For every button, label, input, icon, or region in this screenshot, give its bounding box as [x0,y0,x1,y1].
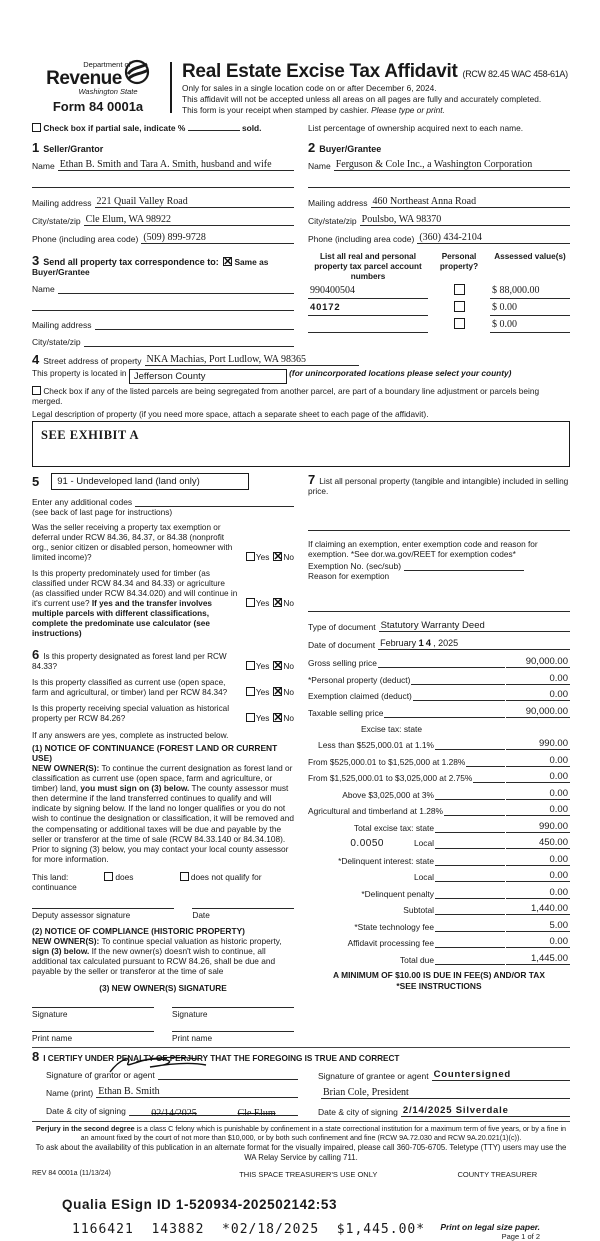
personal-property-checkbox[interactable] [454,318,465,329]
section-2-number: 2 [308,140,316,156]
correspondence-name2-input[interactable] [32,298,294,311]
affidavit-processing-fee-value[interactable]: 0.00 [506,936,570,948]
owner-printname-row [32,1031,294,1043]
state-technology-fee-value[interactable]: 5.00 [506,920,570,932]
buyer-phone-input[interactable]: (360) 434-2104 [417,232,570,244]
correspondence-mailing-input[interactable] [95,319,294,330]
segregated-checkbox[interactable] [32,386,41,395]
section-4-number: 4 [32,352,40,368]
parcel-number-input[interactable]: 40172 [308,297,428,316]
section-7-label: List all personal property (tangible and intangible) included in selling price. [308,475,569,496]
buyer-city-input[interactable]: Poulsbo, WA 98370 [360,214,570,226]
section-5-number: 5 [32,473,40,489]
buyer-mailing-input[interactable]: 460 Northeast Anna Road [371,196,570,208]
tier1-tax-value[interactable]: 990.00 [506,738,570,750]
parcel-number-input[interactable]: 990400504 [308,280,428,299]
buyer-name-input[interactable]: Ferguson & Cole Inc., a Washington Corporation [334,159,570,171]
reason-exemption-input[interactable] [308,599,570,612]
header-divider [170,62,172,113]
ownership-note: List percentage of ownership acquired next to each name. [308,123,524,134]
form-title: Real Estate Excise Tax Affidavit (RCW 82.45 WAC 458-61A) [182,61,568,82]
tier3-tax-value[interactable]: 0.00 [506,771,570,783]
certify-statement: I CERTIFY UNDER PENALTY OF PERJURY THAT THE FOREGOING IS TRUE AND CORRECT [43,1053,400,1063]
segregated-row: Check box if any of the listed parcels are being segregated from another parcel, are part of a boundary line adjustment or parcels being merged. [32,386,540,407]
personal-property-checkbox[interactable] [454,284,465,295]
grantor-date-city-input[interactable]: 02/14/2025 Cle Elum [129,1104,298,1116]
land-qualify-row: This land: does does not qualify for [32,871,262,882]
assessed-value-input[interactable]: $ 0.00 [490,314,570,333]
section-3-title: Send all property tax correspondence to: [43,257,219,268]
seller-mailing-input[interactable]: 221 Quail Valley Road [95,196,294,208]
new-owner-signature-title: (3) NEW OWNER(S) SIGNATURE [99,982,227,993]
certification-section: 8 I CERTIFY UNDER PENALTY OF PERJURY THAT THE FOREGOING IS TRUE AND CORRECT Signature of grantor or agent Name (print) Ethan B. Smith Date & city of signing 02/14/2025 Cle Elum Signature of grantee or agent Countersigned Brian Cole, President Date & city of signing 2/14/2025 Silverdale [32,1047,570,1117]
deputy-assessor-signature-line[interactable]: Deputy assessor signature [32,908,174,920]
assessed-value-input[interactable]: $ 0.00 [490,297,570,316]
seller-phone-input[interactable]: (509) 899-9728 [141,232,294,244]
doc-date-input[interactable]: February 14, 2025 [378,638,570,650]
correspondence-city-input[interactable] [84,336,294,347]
delinquent-penalty-value[interactable]: 0.00 [506,887,570,899]
historic-yes-checkbox[interactable] [246,713,255,722]
personal-property-deduct-value[interactable]: 0.00 [506,673,570,685]
header-note-3: This form is your receipt when stamped by cashier. Please type or print. [182,104,445,115]
dor-swirl-icon [124,59,150,90]
parcel-number-input[interactable] [308,332,428,333]
notice-continuance-title: (1) NOTICE OF CONTINUANCE (FOREST LAND OR CURRENT USE) [32,742,278,763]
historic-property-question: Is this property receiving special valuation as historical property per RCW 84.26? Yes ✕ No [32,704,294,724]
assessed-value-input[interactable]: $ 88,000.00 [490,280,570,299]
alt-format-notice: To ask about the availability of this publication in an alternate format for the visually impaired, please call 360-705-6705. Teletype (TTY) users may use the WA Relay Service by calling 711. [35,1143,567,1163]
current-use-question: Is this property classified as current use (open space, farm and agricultural, or timber) land per RCW 84.34? Yes ✕ No [32,678,294,698]
personal-property-list-input[interactable] [308,518,570,531]
agency-subtitle: Washington State [78,87,138,96]
financial-section: Gross selling price 90,000.00 *Personal property (deduct) 0.00 Exemption claimed (deduct) 0.00 Taxable selling price 90,000.00 Excise tax: state Less than $525,000.01 at 1.1% 990.00 From $525,000.01 to $1,525,000 at 1.28% 0.00 From $1,525,000.01 to $3,025,000 at 2.75% 0.00 Above $3,025,000 at 3% 0.00 Agricultural and timberland at 1.28% 0.00 Total excise tax: state 990.00 0.0050 Local 450.00 *Delinquent interest: state 0.00 Local 0.00 *Delinquent penalty 0.00 Subtotal 1,440.00 *State technology fee 5.00 Affidavit processing fee 0.00 Total due 1,445.00 A MINIMUM OF $10.00 IS DUE IN FEE(S) AND/OR TAX *SEE INSTRUCTIONS [308,656,568,992]
local-rate-value: 0.0050 [350,838,384,850]
owner-printname-line-1[interactable]: Print name [32,1031,154,1043]
partial-sale-percent-input[interactable] [188,130,240,131]
buyer-section: 2 Buyer/Grantee Name Ferguson & Cole Inc., a Washington Corporation Mailing address 460 Northeast Anna Road City/state/zip Poulsbo, WA 98370 Phone (including area code) (360) 434-2104 List all real and personal property tax parcel account numbers Personal property? Assessed value(s) 990400504 $ 88,000.00 40172 $ 0.00 $ 0.00 [308,139,570,347]
section-6-number: 6 [32,646,40,662]
dor-logo-block [32,60,164,115]
buyer-name2-input[interactable] [308,175,570,188]
legal-description-box[interactable] [32,421,570,467]
reason-exemption-label: Reason for exemption [308,571,390,582]
county-treasurer-label: COUNTY TREASURER [457,1169,538,1179]
owner-printname-line-2[interactable]: Print name [172,1031,294,1043]
if-yes-note: If any answers are yes, complete as instructed below. [32,729,229,740]
total-due-value[interactable]: 1,445.00 [506,953,570,965]
grantee-printname-input[interactable]: Brian Cole, President [321,1087,570,1099]
doc-type-label: Type of document [308,622,376,633]
header-note-1: Only for sales in a single location code on or after December 6, 2024. [182,83,437,93]
form-title-rcw: (RCW 82.45 WAC 458-61A) [462,69,568,79]
footer-row [32,1170,570,1179]
parcel-row [308,316,570,333]
dept-of-label: Department of [83,60,131,69]
header-note-2: This affidavit will not be accepted unless all areas on all pages are fully and accurately completed. [182,93,542,104]
perjury-notice: Perjury in the second degree is a class C felony which is punishable by confinement in a state correctional institution for a maximum term of five years, or by a fine in an amount fixed by the court of not more than $10,000, or by both such confinement and fine (RCW 9A.72.030 and RCW 9A.20.021(1)(c)). [32,1121,570,1143]
gross-selling-price-value[interactable]: 90,000.00 [506,656,570,668]
same-as-buyer-checkbox[interactable] [223,257,232,266]
historic-no-checkbox[interactable] [273,713,282,722]
grantor-signature-scribble [106,1053,216,1079]
correspondence-section [32,254,294,277]
forest-no-checkbox[interactable] [273,661,282,670]
local-tax-value[interactable]: 450.00 [506,837,570,849]
notice-continuance-body: NEW OWNER(S): To continue the current designation as forest land or classification as current use (open space, farm and agriculture, or timber) land, you must sign on (3) below. The county assessor must then determine if the land transferred continues to qualify and will indicate by signing below. If the land no longer qualifies or you do not wish to continue the designation or classification, it will be removed and the compensating or additional taxes will be due and payable by the seller or transferor at the time of sale (RCW 84.33.140 or 84.34.108). Prior to signing (3) below, you may contact your local county assessor for more information. [32,762,294,864]
doc-date-label: Date of document [308,640,376,651]
continuance-label: continuance [32,881,77,892]
owner-signature-row [32,1007,294,1019]
section-1-title: Seller/Grantor [43,144,104,155]
excise-tax-state-header: Excise tax: state [361,723,422,734]
doc-type-input[interactable]: Statutory Warranty Deed [379,620,570,632]
q2-no-checkbox[interactable] [273,598,282,607]
partial-sale-row [32,123,294,133]
section-2-title: Buyer/Grantee [319,144,382,155]
deputy-assessor-date-line[interactable]: Date [192,908,294,920]
tier4-tax-value[interactable]: 0.00 [506,788,570,800]
land-use-code-select[interactable]: 91 - Undeveloped land (land only) [51,473,249,490]
personal-property-checkbox[interactable] [454,301,465,312]
partial-sale-checkbox[interactable] [32,123,41,132]
seller-name2-input[interactable] [32,175,294,188]
delinquent-interest-state-value[interactable]: 0.00 [506,854,570,866]
subtotal-value[interactable]: 1,440.00 [506,903,570,915]
forest-land-question: 6 Is this property designated as forest land per RCW 84.33? Yes ✕ No [32,648,294,672]
form-header [32,60,570,115]
agricultural-tax-value[interactable]: 0.00 [506,804,570,816]
exemption-note: If claiming an exemption, enter exemption code and reason for exemption. *See dor.wa.gov/REET for exemption codes* [308,538,538,559]
street-address-label: Street address of property [43,356,142,367]
deputy-assessor-row [32,908,294,920]
county-note: (for unincorporated locations please select your county) [289,368,512,379]
county-row: This property is located in Jefferson County (for unincorporated locations please select your county) [32,368,512,383]
section-8-number: 8 [32,1048,40,1064]
grantor-signature-line[interactable] [158,1069,298,1080]
land-use-section [32,473,294,1043]
street-address-input[interactable]: NKA Machias, Port Ludlow, WA 98365 [145,354,360,366]
owner-signature-line-2[interactable]: Signature [172,1007,294,1019]
seller-name-input[interactable]: Ethan B. Smith and Tara A. Smith, husband and wife [58,159,294,171]
total-state-tax-value[interactable]: 990.00 [506,821,570,833]
section-7-number: 7 [308,471,316,487]
parcel-table-header: List all real and personal property tax parcel account numbers Personal property? Assessed value(s) [314,252,566,282]
page-indicator: Page 1 of 2 [501,1231,540,1241]
seller-city-input[interactable]: Cle Elum, WA 98922 [84,214,294,226]
property-section [32,353,570,466]
grantor-printname-input[interactable]: Ethan B. Smith [96,1086,298,1098]
q1-no-checkbox[interactable] [273,552,282,561]
grantee-signature-line[interactable]: Countersigned [432,1069,570,1081]
form-number: Form 84 0001a [52,99,144,114]
county-select[interactable]: Jefferson County [129,369,287,384]
personal-property-section [308,473,570,1043]
rev-number: REV 84 0001a (11/13/24) [32,1169,111,1177]
grantee-date-city-input[interactable]: 2/14/2025 Silverdale [401,1105,570,1117]
taxable-selling-price-value[interactable]: 90,000.00 [506,706,570,718]
treasurer-space-label: THIS SPACE TREASURER'S USE ONLY [239,1169,378,1179]
additional-codes-label: Enter any additional codes [32,496,133,507]
minimum-fee-note: A MINIMUM OF $10.00 IS DUE IN FEE(S) AND/OR TAX *SEE INSTRUCTIONS [333,969,545,992]
exemption-claimed-value[interactable]: 0.00 [506,689,570,701]
owner-signature-line-1[interactable]: Signature [32,1007,154,1019]
partial-sale-sold-label: sold. [241,123,262,134]
q2-yes-checkbox[interactable] [246,598,255,607]
treasurer-stamp: 1166421 143882 *02/18/2025 $1,445.00* [72,1221,426,1237]
additional-codes-note: (see back of last page for instructions) [32,506,173,517]
tier2-tax-value[interactable]: 0.00 [506,755,570,767]
forest-yes-checkbox[interactable] [246,661,255,670]
delinquent-interest-local-value[interactable]: 0.00 [506,870,570,882]
additional-codes-input[interactable] [135,496,294,507]
esign-id: Qualia ESign ID 1-520934-202502142:53 [62,1196,338,1212]
exemption-no-label: Exemption No. (sec/sub) [308,561,402,572]
q1-yes-checkbox[interactable] [246,552,255,561]
timber-agriculture-question: Is this property predominately used for timber (as classified under RCW 84.34 and 84.33) or agriculture (as classified under RCW 84.34.020) and will continue in it's current use? If yes and the transfer involves multiple parcels with different classifications, complete the predominate use calculator (see instructions) Yes ✕ No [32,569,294,639]
partial-sale-label: Check box if partial sale, indicate % [43,123,186,134]
legal-description-text: SEE EXHIBIT A [41,427,139,442]
seller-section: 1 Seller/Grantor Name Ethan B. Smith and Tara A. Smith, husband and wife Mailing address 221 Quail Valley Road City/state/zip Cle Elum, WA 98922 Phone (including area code) (509) 899-9728 3 Send all property tax correspondence to: ✕ Same as Buyer/Grantee Name Mailing address City/state/zip [32,139,294,347]
section-3-number: 3 [32,253,40,269]
print-note: Print on legal size paper. Page 1 of 2 [440,1221,540,1241]
legal-description-label: Legal description of property (if you need more space, attach a separate sheet to each page of the affidavit). [32,408,429,419]
correspondence-name-input[interactable] [58,283,294,294]
notice-compliance-body: NEW OWNER(S): To continue special valuation as historic property, sign (3) below. If the new owner(s) doesn't wish to continue, all additional tax calculated pursuant to RCW 84.26, shall be due and payable by the seller or transferor at the time of sale [32,936,282,977]
current-use-no-checkbox[interactable] [273,687,282,696]
agency-name: Revenue [46,67,122,89]
exemption-no-input[interactable] [404,560,524,571]
current-use-yes-checkbox[interactable] [246,687,255,696]
exemption-deferral-question: Was the seller receiving a property tax exemption or deferral under RCW 84.36, 84.37, or 84.38 (nonprofit org., senior citizen or disabled person, homeowner with limited income)? Yes ✕ No [32,523,294,563]
same-as-buyer-label: Same as Buyer/Grantee [32,257,269,278]
notice-compliance-title: (2) NOTICE OF COMPLIANCE (HISTORIC PROPERTY) [32,926,245,937]
does-not-qualify-checkbox[interactable] [180,872,189,881]
section-1-number: 1 [32,140,40,156]
does-qualify-checkbox[interactable] [104,872,113,881]
